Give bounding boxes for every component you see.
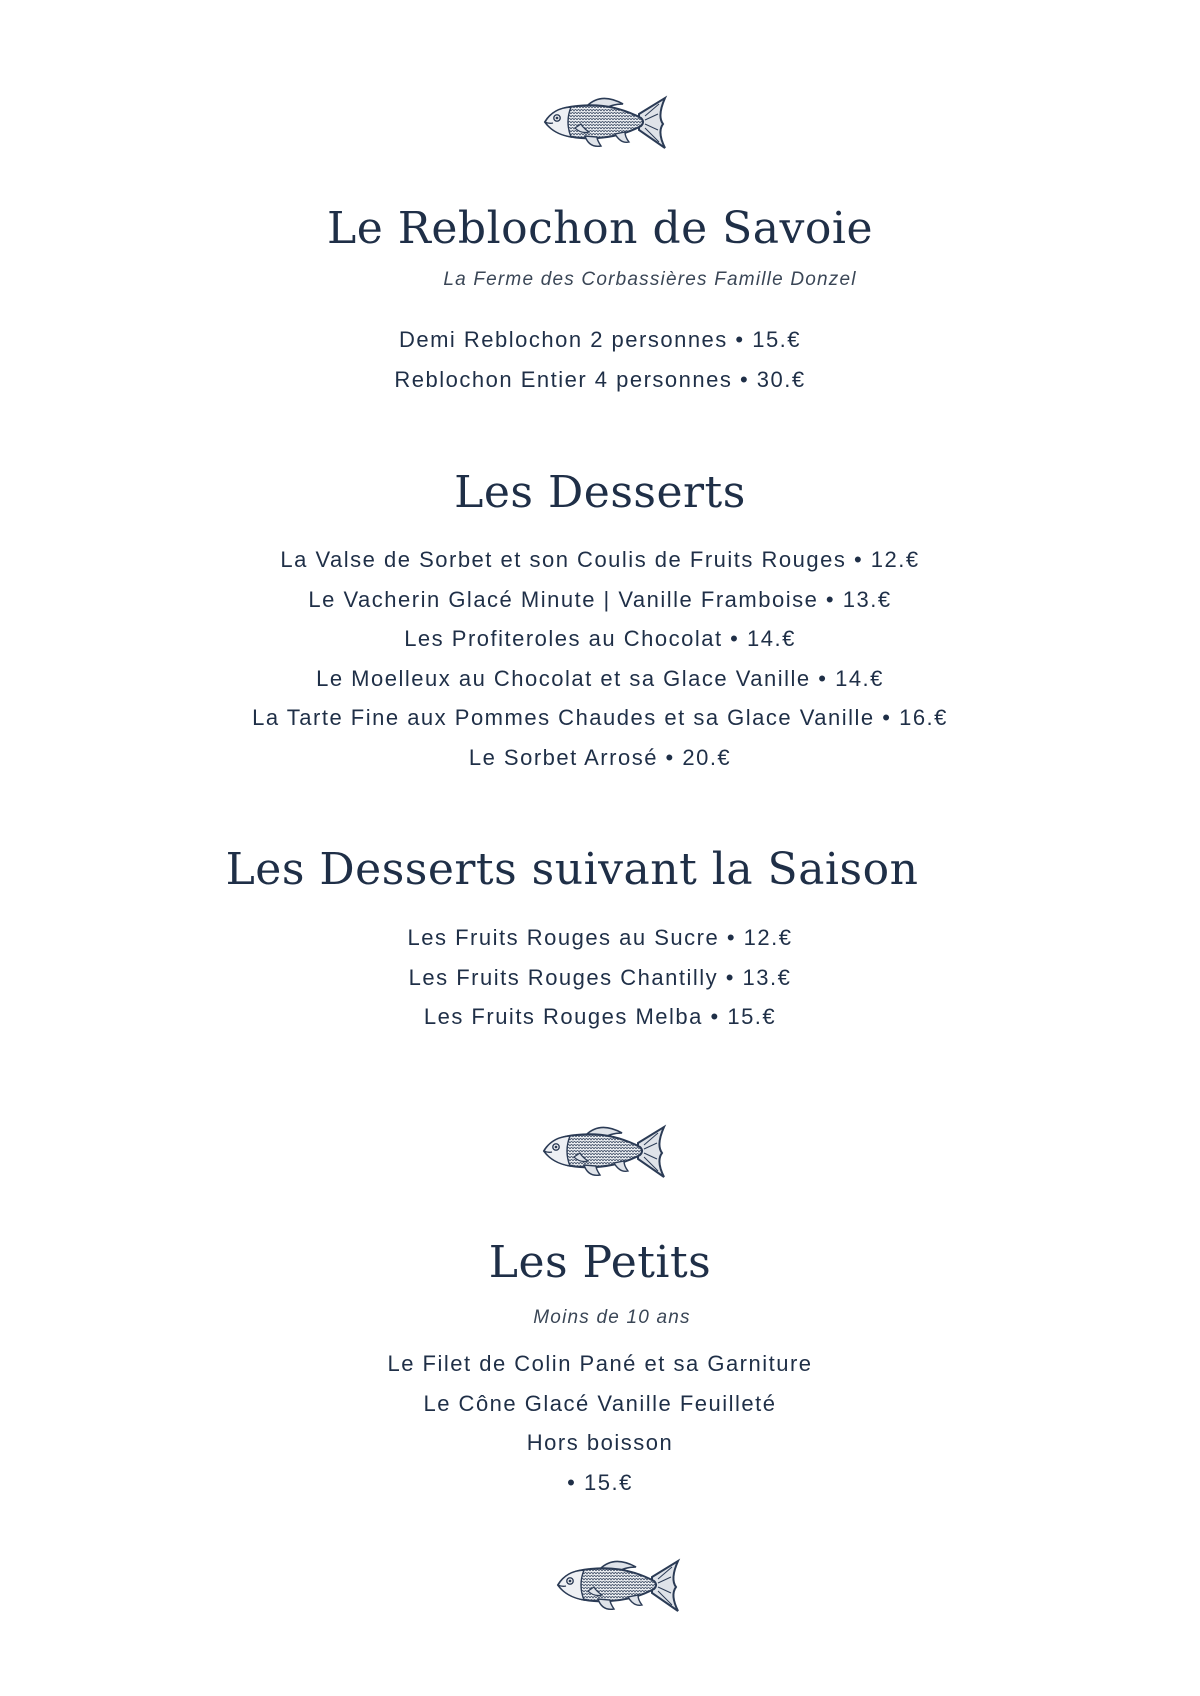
fish-icon [554, 1553, 682, 1615]
menu-item: Les Profiteroles au Chocolat • 14.€ [404, 626, 796, 651]
menu-item: La Valse de Sorbet et son Coulis de Fruits Rouges • 12.€ [280, 547, 920, 572]
fish-icon [541, 90, 669, 152]
menu-item: Hors boisson [526, 1430, 674, 1455]
menu-item: Les Fruits Rouges Melba • 15.€ [423, 1004, 777, 1029]
section-title-seasonal-desserts: Les Desserts suivant la Saison [225, 844, 919, 895]
menu-item: Les Fruits Rouges au Sucre • 12.€ [407, 925, 793, 950]
section-title-reblochon: Le Reblochon de Savoie [327, 203, 873, 254]
menu-item: Les Fruits Rouges Chantilly • 13.€ [408, 964, 792, 990]
section-title-desserts: Les Desserts [454, 467, 746, 518]
menu-item: Le Filet de Colin Pané et sa Garniture [387, 1351, 813, 1376]
section-subtitle-reblochon: La Ferme des Corbassières Famille Donzel [443, 269, 857, 290]
menu-item: Demi Reblochon 2 personnes • 15.€ [398, 327, 802, 352]
menu-item: • 15.€ [567, 1469, 633, 1495]
desserts-item-list [0, 540, 1200, 777]
section-title-kids: Les Petits [488, 1237, 712, 1288]
menu-item: Le Sorbet Arrosé • 20.€ [468, 744, 732, 770]
menu-item: Le Cône Glacé Vanille Feuilleté [423, 1390, 777, 1416]
menu-item: Le Moelleux au Chocolat et sa Glace Vanille • 14.€ [316, 665, 884, 691]
seasonal-desserts-item-list [0, 918, 1200, 1037]
menu-item: Le Vacherin Glacé Minute | Vanille Framboise • 13.€ [308, 586, 892, 612]
menu-item: La Tarte Fine aux Pommes Chaudes et sa Glace Vanille • 16.€ [252, 705, 948, 730]
section-subtitle-kids: Moins de 10 ans [533, 1307, 691, 1328]
fish-icon [540, 1119, 668, 1181]
kids-item-list [0, 1344, 1200, 1502]
reblochon-item-list [0, 320, 1200, 399]
menu-item: Reblochon Entier 4 personnes • 30.€ [394, 366, 806, 392]
